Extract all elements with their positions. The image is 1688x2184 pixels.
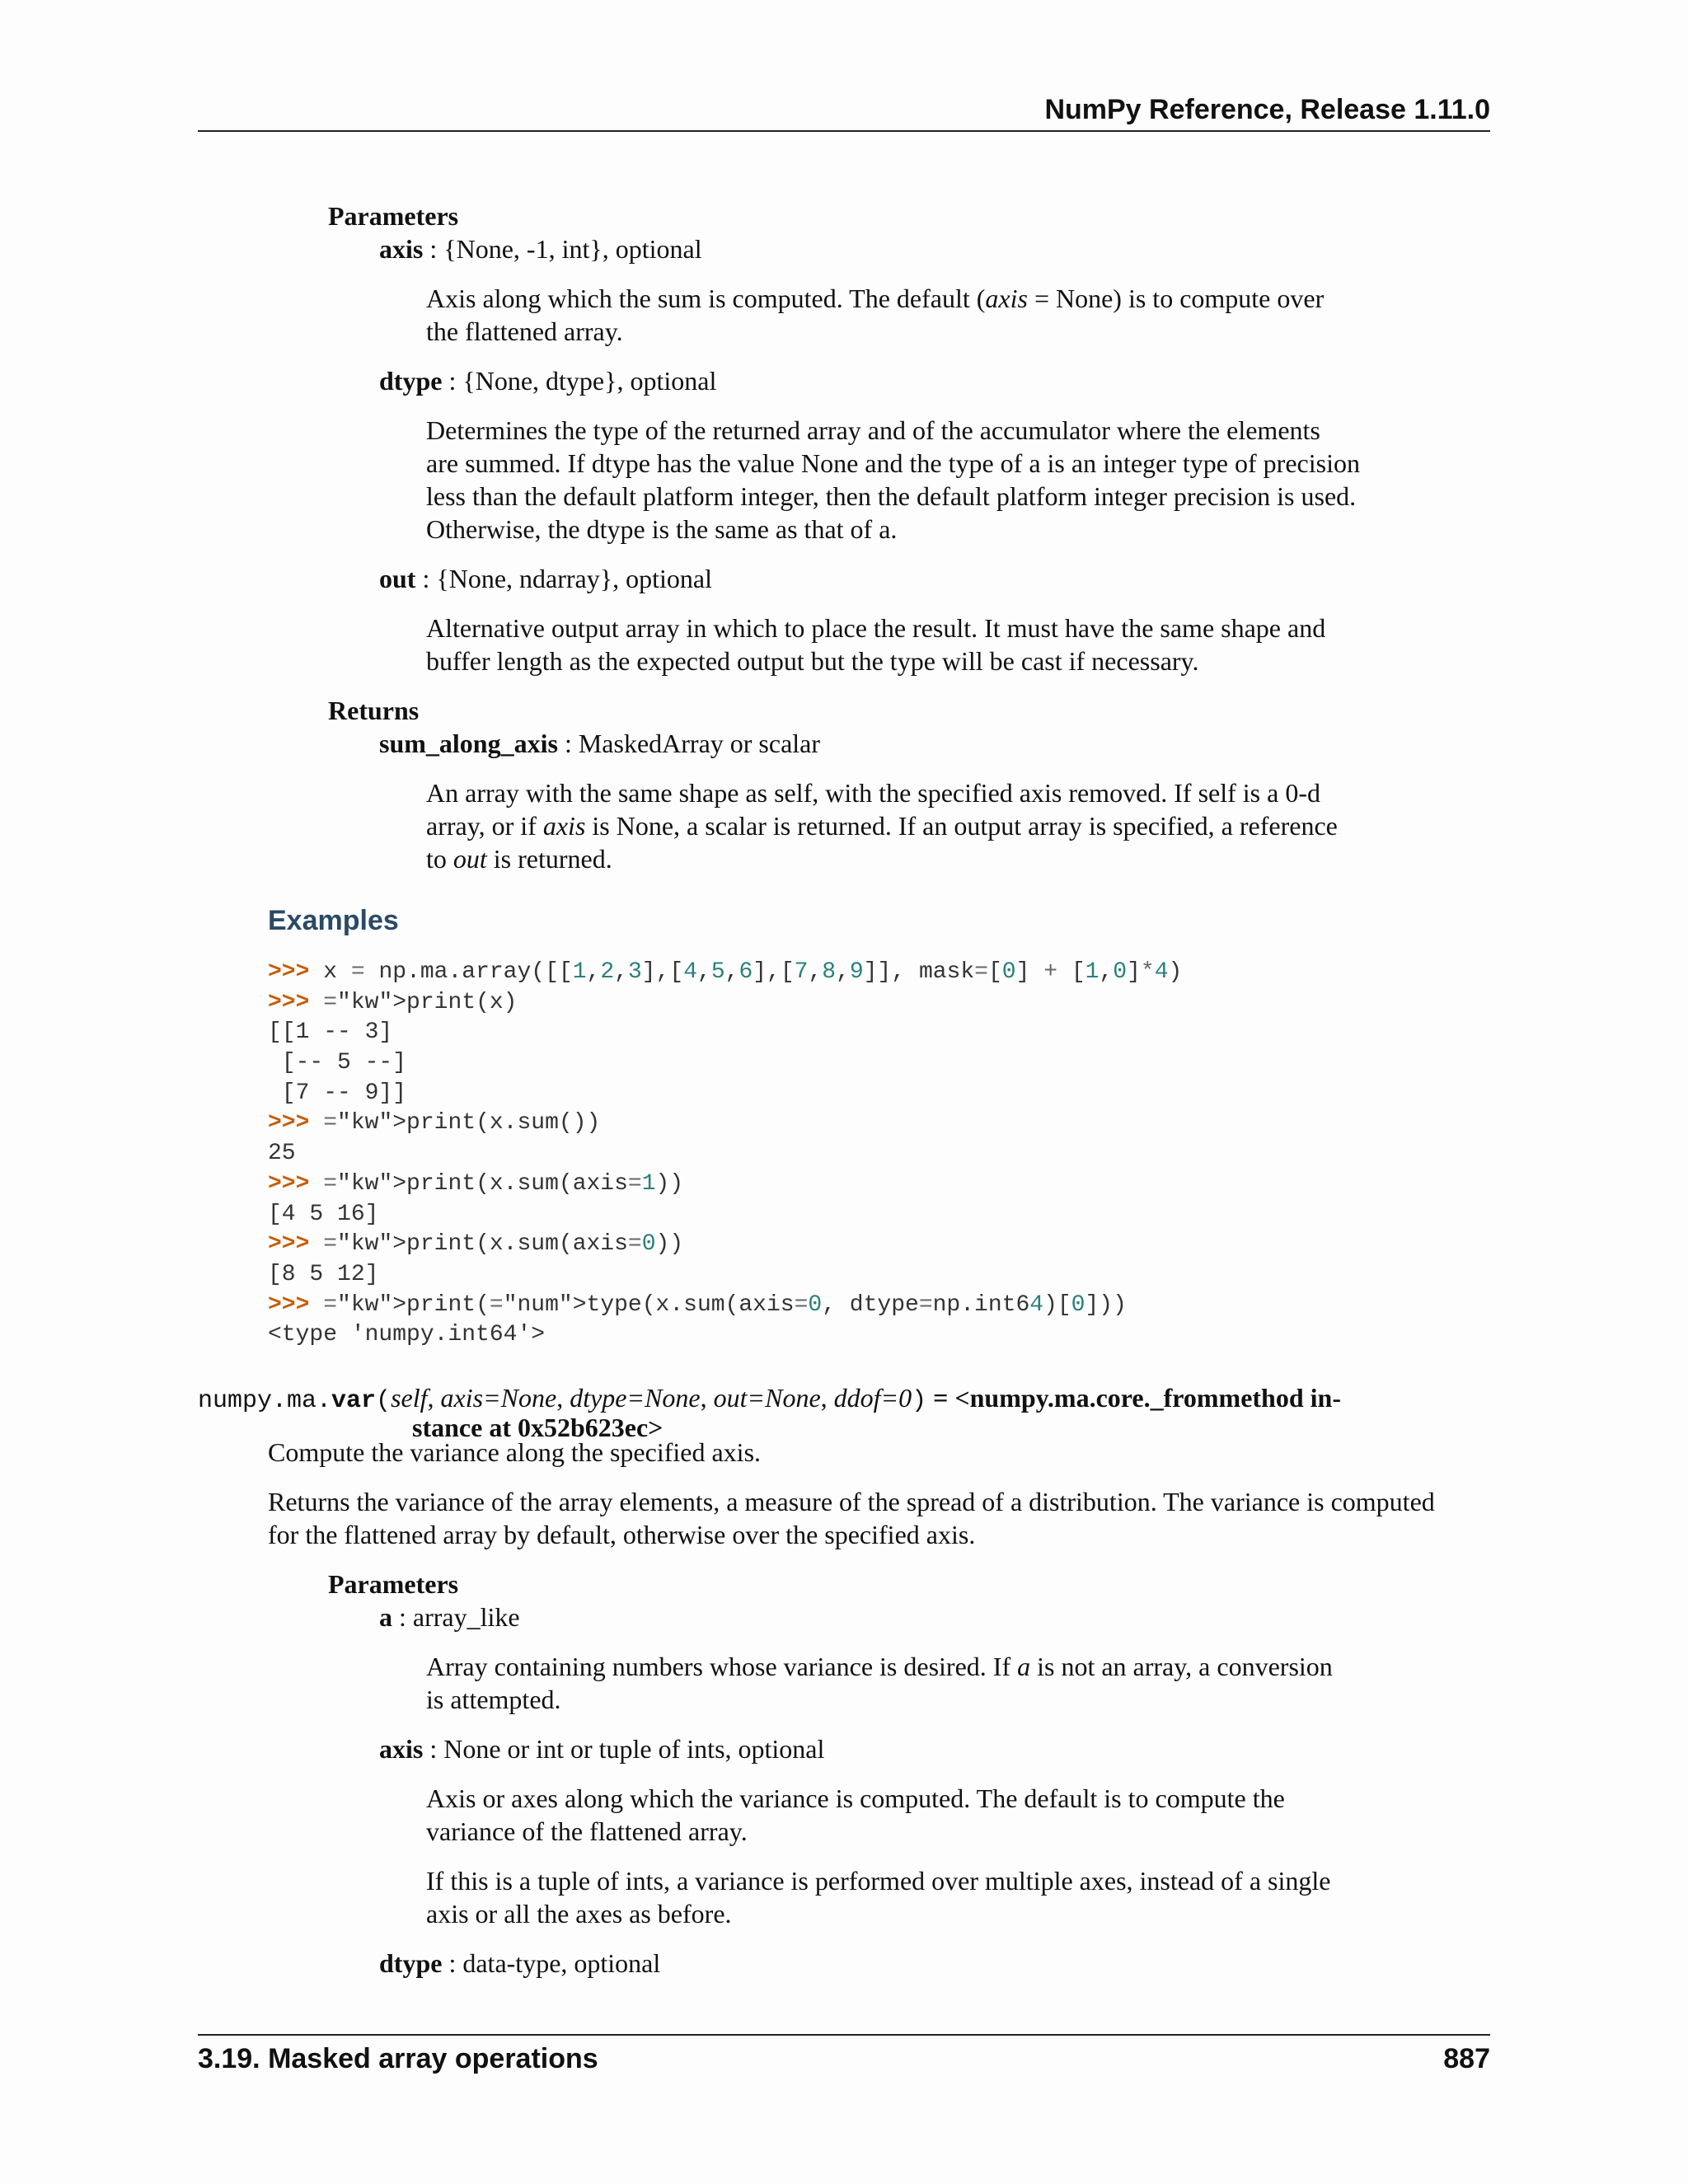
var-desc-1: Returns the variance of the array elements, a measure of the spread of a distribution. The variance is computed bbox=[268, 1487, 1435, 1516]
return-desc-3 bbox=[426, 842, 612, 875]
code-line: >>> ="kw">print(x.sum(axis=0)) bbox=[268, 1231, 684, 1258]
footer-section-title: 3.19. Masked array operations bbox=[198, 2043, 598, 2074]
param-a-desc-2: is attempted. bbox=[426, 1685, 561, 1714]
code-line: 25 bbox=[268, 1141, 296, 1167]
sig-tail-continued: stance at 0x52b623ec> bbox=[412, 1413, 663, 1442]
header-rule bbox=[198, 130, 1490, 132]
return-type: : MaskedArray or scalar bbox=[557, 729, 821, 758]
page-header-title: NumPy Reference, Release 1.11.0 bbox=[1044, 94, 1490, 125]
param-name: dtype bbox=[379, 1948, 443, 1978]
param-axis-desc-2: variance of the flattened array. bbox=[426, 1816, 748, 1846]
code-line: >>> ="kw">print(x.sum(axis=1)) bbox=[268, 1170, 684, 1197]
param-axis-desc-4: axis or all the axes as before. bbox=[426, 1899, 732, 1929]
param-name: axis bbox=[379, 234, 424, 264]
parameters-heading: Parameters bbox=[328, 201, 459, 231]
sig-param: self bbox=[391, 1383, 428, 1413]
param-dtype bbox=[379, 364, 716, 397]
function-signature bbox=[198, 1381, 1341, 1418]
sig-param: axis=None bbox=[440, 1383, 557, 1413]
footer-page-number: 887 bbox=[1443, 2043, 1490, 2074]
return-value bbox=[379, 727, 820, 760]
param-type: : array_like bbox=[392, 1602, 520, 1632]
param-dtype bbox=[379, 1947, 660, 1980]
sig-param: out=None bbox=[713, 1383, 821, 1413]
sig-sep: , bbox=[556, 1383, 570, 1413]
sig-paren-open: ( bbox=[376, 1387, 392, 1415]
sig-function-name: var bbox=[331, 1387, 377, 1415]
param-out-desc-1: Alternative output array in which to place the result. It must have the same shape and bbox=[426, 613, 1326, 643]
param-out-desc-2: buffer length as the expected output but the type will be cast if necessary. bbox=[426, 646, 1199, 676]
sig-module: numpy.ma. bbox=[198, 1387, 332, 1415]
returns-heading: Returns bbox=[328, 696, 420, 725]
code-line: >>> x = np.ma.array([[1,2,3],[4,5,6],[7,8,9]], mask=[0] + [1,0]*4) bbox=[268, 959, 1183, 985]
return-desc-2 bbox=[426, 809, 1338, 842]
code-line: >>> ="kw">print(x.sum()) bbox=[268, 1110, 601, 1137]
param-type: : data-type, optional bbox=[442, 1948, 661, 1978]
param-type: : {None, ndarray}, optional bbox=[415, 564, 712, 593]
parameters-heading: Parameters bbox=[328, 1569, 459, 1599]
param-axis bbox=[379, 1732, 824, 1765]
code-line: [[1 -- 3] bbox=[268, 1019, 393, 1046]
code-line: [7 -- 9]] bbox=[268, 1080, 407, 1106]
return-name: sum_along_axis bbox=[379, 729, 558, 758]
param-type: : {None, -1, int}, optional bbox=[423, 234, 702, 264]
code-line: >>> ="kw">print(x) bbox=[268, 989, 518, 1015]
code-line: >>> ="kw">print(="num">type(x.sum(axis=0, dtype=np.int64)[0])) bbox=[268, 1291, 1127, 1318]
code-line: [4 5 16] bbox=[268, 1201, 379, 1227]
param-axis-desc-2: the flattened array. bbox=[426, 316, 623, 346]
examples-heading: Examples bbox=[268, 905, 399, 936]
text: array, or if bbox=[426, 811, 543, 841]
sig-sep: , bbox=[700, 1383, 714, 1413]
text-italic: axis bbox=[542, 811, 586, 841]
code-line: [-- 5 --] bbox=[268, 1050, 407, 1076]
param-name: a bbox=[379, 1602, 392, 1632]
return-desc-1: An array with the same shape as self, with the specified axis removed. If self is a 0-d bbox=[426, 778, 1320, 808]
code-example-block bbox=[268, 958, 1182, 1351]
param-dtype-desc-3: less than the default platform integer, then the default platform integer precision is used. bbox=[426, 481, 1357, 511]
sig-tail: = <numpy.ma.core._frommethod in- bbox=[926, 1383, 1341, 1413]
footer-rule bbox=[198, 2034, 1490, 2036]
sig-param: ddof=0 bbox=[833, 1383, 912, 1413]
param-dtype-desc-4: Otherwise, the dtype is the same as that of a. bbox=[426, 514, 898, 544]
text-italic: axis bbox=[985, 284, 1028, 313]
param-out bbox=[379, 562, 712, 595]
text: = None) is to compute over bbox=[1027, 284, 1325, 313]
var-summary: Compute the variance along the specified axis. bbox=[268, 1437, 762, 1467]
sig-param: dtype=None bbox=[570, 1383, 701, 1413]
text: is not an array, a conversion bbox=[1030, 1652, 1333, 1681]
param-axis-desc bbox=[426, 282, 1324, 315]
text: to bbox=[426, 844, 453, 874]
param-axis bbox=[379, 232, 702, 265]
param-a bbox=[379, 1601, 520, 1633]
var-desc-2: for the flattened array by default, otherwise over the specified axis. bbox=[268, 1520, 976, 1549]
sig-sep: , bbox=[427, 1383, 441, 1413]
text-italic: out bbox=[452, 844, 487, 874]
param-dtype-desc-2: are summed. If dtype has the value None and the type of a is an integer type of precision bbox=[426, 448, 1360, 478]
text: Array containing numbers whose variance is desired. If bbox=[426, 1652, 1018, 1681]
text: is returned. bbox=[486, 844, 612, 874]
param-type: : None or int or tuple of ints, optional bbox=[423, 1734, 825, 1764]
param-name: dtype bbox=[379, 366, 443, 396]
param-dtype-desc-1: Determines the type of the returned array and of the accumulator where the elements bbox=[426, 415, 1320, 445]
sig-paren-close: ) bbox=[912, 1387, 927, 1415]
param-axis-desc-1: Axis or axes along which the variance is computed. The default is to compute the bbox=[426, 1783, 1285, 1813]
param-name: axis bbox=[379, 1734, 424, 1764]
code-line: [8 5 12] bbox=[268, 1261, 379, 1287]
text: Axis along which the sum is computed. The default ( bbox=[426, 284, 986, 313]
code-line: <type 'numpy.int64'> bbox=[268, 1322, 546, 1348]
text-italic: a bbox=[1017, 1652, 1031, 1681]
sig-sep: , bbox=[820, 1383, 834, 1413]
text: is None, a scalar is returned. If an output array is specified, a reference bbox=[585, 811, 1338, 841]
param-name: out bbox=[379, 564, 416, 593]
param-type: : {None, dtype}, optional bbox=[442, 366, 717, 396]
param-axis-desc-3: If this is a tuple of ints, a variance is performed over multiple axes, instead of a single bbox=[426, 1866, 1331, 1896]
param-a-desc-1 bbox=[426, 1650, 1333, 1683]
